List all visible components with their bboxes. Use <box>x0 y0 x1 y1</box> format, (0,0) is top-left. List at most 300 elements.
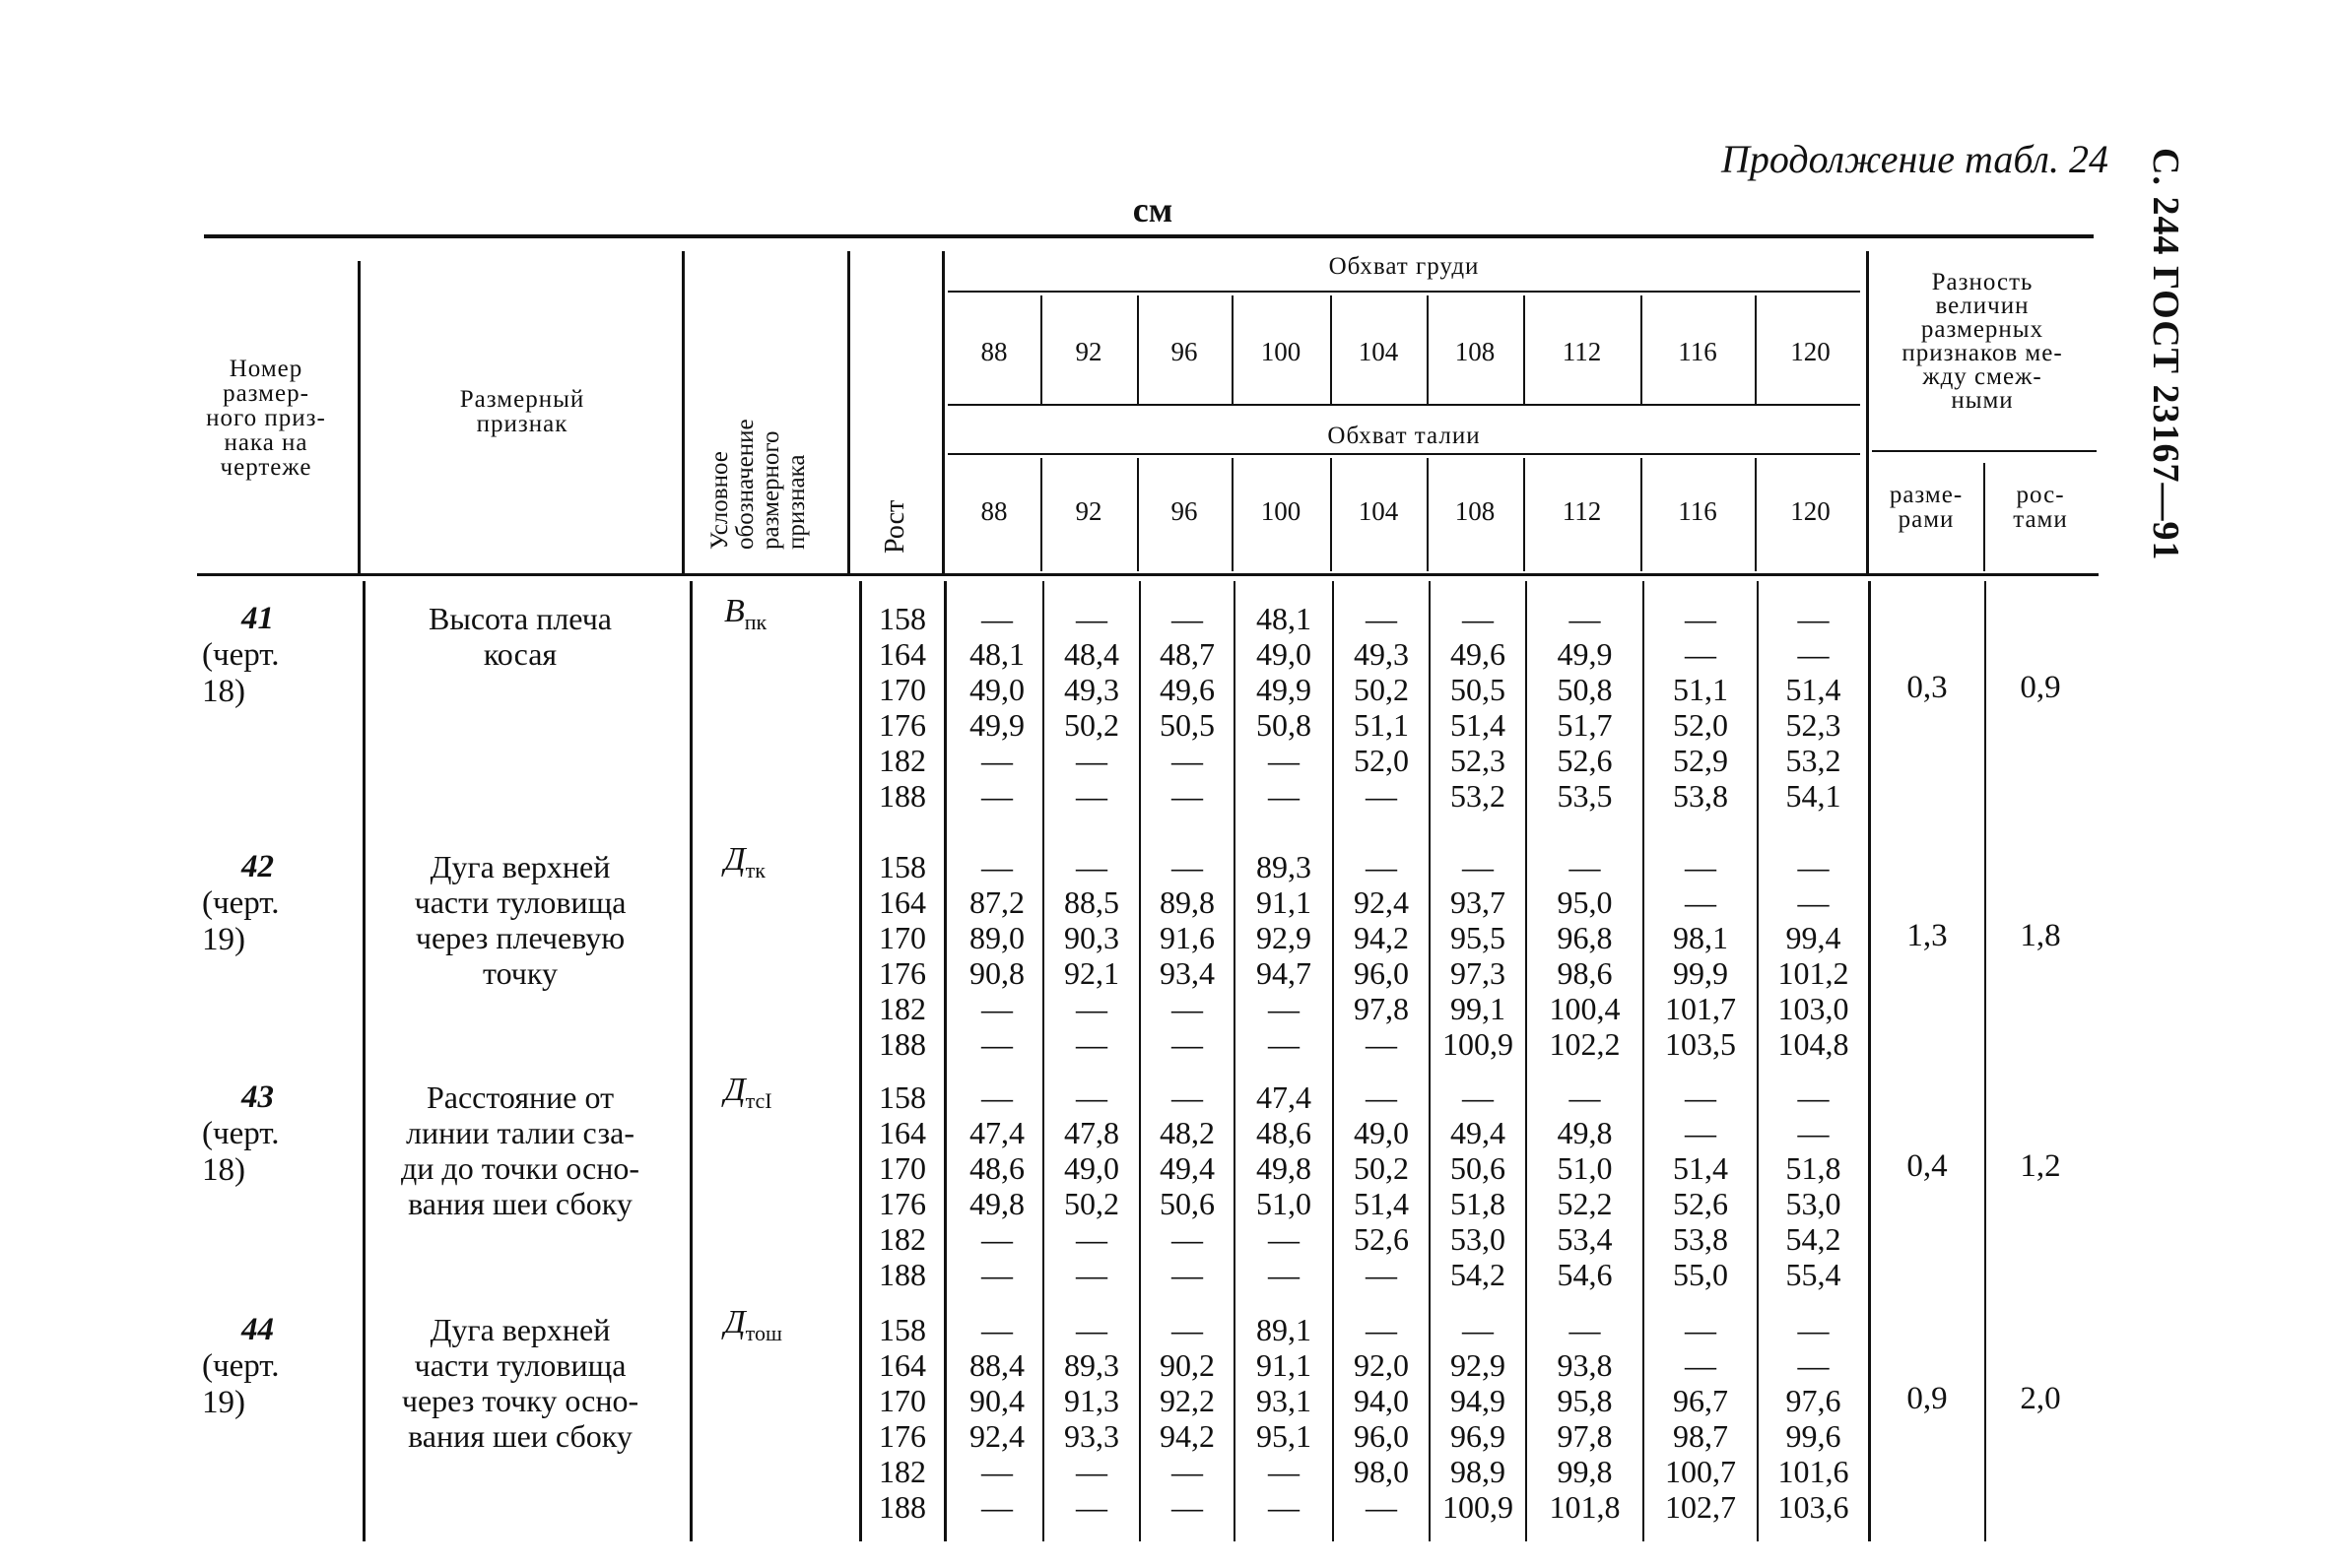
row-number <box>202 849 350 958</box>
table-cell-value: 98,9 <box>1450 1454 1505 1489</box>
chest-values-rule <box>948 404 1860 406</box>
table-cell-value: 50,5 <box>1160 707 1215 743</box>
height-value: 170 <box>879 1150 926 1186</box>
table-cell-value: — <box>1462 1312 1494 1347</box>
table-cell-value: 49,0 <box>1256 636 1311 672</box>
table-cell-value: — <box>981 1454 1013 1489</box>
header-number-col <box>197 357 335 480</box>
table-cell-value: 48,4 <box>1064 636 1119 672</box>
diff-header-line: Разность <box>1931 269 2034 295</box>
value-column <box>951 1079 1043 1292</box>
height-value: 188 <box>879 1257 926 1292</box>
diff-heights-line: рос- <box>2016 482 2065 508</box>
table-cell-value: 53,8 <box>1673 778 1728 814</box>
col-divider-5 <box>1866 251 1869 574</box>
height-value: 164 <box>879 884 926 920</box>
table-cell-value: — <box>1366 849 1397 884</box>
table-cell-value: 55,4 <box>1785 1257 1841 1292</box>
table-cell-value: 100,4 <box>1549 991 1621 1026</box>
row-symbol <box>724 593 767 635</box>
table-cell-value: 48,2 <box>1160 1115 1215 1150</box>
table-cell-value: — <box>1076 601 1107 636</box>
table-cell-value: — <box>1568 601 1601 636</box>
table-cell-value: — <box>1685 1079 1716 1115</box>
table-cell-value: 95,8 <box>1557 1383 1613 1418</box>
table-cell-value: — <box>1366 1257 1397 1292</box>
table-cell-value: 92,4 <box>1354 884 1409 920</box>
diff-header-line: размерных <box>1920 316 2044 343</box>
row-heights <box>859 1079 946 1292</box>
height-value: 164 <box>879 1347 926 1383</box>
table-cell-value: 95,5 <box>1450 920 1505 955</box>
table-cell-value: — <box>1171 1454 1203 1489</box>
side-header-text: С. 244 ГОСТ 23167—91 <box>2145 148 2186 561</box>
table-cell-value: 102,7 <box>1665 1489 1736 1525</box>
table-cell-value: 97,8 <box>1557 1418 1613 1454</box>
table-cell-value: 52,0 <box>1673 707 1728 743</box>
table-cell-value: 51,4 <box>1785 672 1841 707</box>
table-cell-value: — <box>1076 1079 1107 1115</box>
row-feature-name <box>363 849 678 991</box>
diff-header-rule <box>1872 450 2097 452</box>
table-cell-value: 49,9 <box>1557 636 1613 672</box>
table-cell-value: — <box>1797 636 1830 672</box>
row-feature-line: через плечевую <box>415 920 626 955</box>
row-symbol-sub: пк <box>744 609 767 634</box>
row-drawing-ref: (черт. <box>202 637 280 673</box>
table-cell-value: 53,0 <box>1785 1186 1841 1221</box>
table-cell-value: — <box>1171 1026 1203 1062</box>
row-number-value: 42 <box>241 849 274 884</box>
table-cell-value: 101,8 <box>1549 1489 1621 1525</box>
row-symbol-main: Д <box>724 1072 746 1108</box>
row-feature-name <box>363 1312 678 1454</box>
table-cell-value: 92,0 <box>1354 1347 1409 1383</box>
row-feature-line: ди до точки осно- <box>401 1150 639 1186</box>
table-cell-value: — <box>1171 1312 1203 1347</box>
height-value: 158 <box>879 601 926 636</box>
row-number-value: 43 <box>241 1079 274 1115</box>
height-value: 182 <box>879 743 926 778</box>
value-column <box>1043 1312 1140 1525</box>
table-cell-value: — <box>1268 1257 1300 1292</box>
height-value: 170 <box>879 672 926 707</box>
diff-header-line: жду смеж- <box>1922 363 2042 390</box>
row-feature-line: точку <box>483 955 558 991</box>
row-drawing-ref: (черт. <box>202 1348 280 1384</box>
body-col-divider <box>690 581 693 1541</box>
header-symbol-line: Условное <box>706 451 733 550</box>
table-cell-value: — <box>1568 849 1601 884</box>
height-value: 176 <box>879 955 926 991</box>
table-cell-value: 102,2 <box>1549 1026 1621 1062</box>
row-symbol-main: В <box>724 593 745 629</box>
diff-between-sizes: 0,9 <box>1906 1381 1948 1416</box>
table-cell-value: — <box>1685 884 1716 920</box>
table-cell-value: — <box>1685 849 1716 884</box>
row-feature-line: косая <box>483 636 558 672</box>
table-cell-value: 95,0 <box>1557 884 1613 920</box>
table-cell-value: 53,2 <box>1450 778 1505 814</box>
table-cell-value: — <box>1797 849 1830 884</box>
table-cell-value: 49,4 <box>1160 1150 1215 1186</box>
value-column <box>1234 1079 1333 1292</box>
waist-value: 92 <box>1075 496 1102 526</box>
table-cell-value: 90,8 <box>969 955 1025 991</box>
table-cell-value: — <box>1366 1079 1397 1115</box>
table-cell-value: 96,8 <box>1557 920 1613 955</box>
table-cell-value: 94,0 <box>1354 1383 1409 1418</box>
row-number <box>202 1079 350 1189</box>
table-cell-value: — <box>1797 1115 1830 1150</box>
table-cell-value: 50,2 <box>1354 672 1409 707</box>
table-cell-value: 99,4 <box>1785 920 1841 955</box>
diff-between-heights: 1,2 <box>2020 1148 2061 1184</box>
table-cell-value: 49,6 <box>1450 636 1505 672</box>
table-cell-value: 103,0 <box>1777 991 1849 1026</box>
table-cell-value: 54,2 <box>1785 1221 1841 1257</box>
table-cell-value: 49,0 <box>969 672 1025 707</box>
row-feature-line: Расстояние от <box>426 1079 615 1115</box>
header-symbol-line: обозначение <box>732 419 759 550</box>
table-cell-value: 47,4 <box>1256 1079 1311 1115</box>
table-cell-value: — <box>981 1489 1013 1525</box>
table-cell-value: — <box>1366 1489 1397 1525</box>
chest-value: 116 <box>1678 337 1717 366</box>
table-cell-value: 50,8 <box>1557 672 1613 707</box>
table-cell-value: — <box>981 991 1013 1026</box>
table-cell-value: 94,9 <box>1450 1383 1505 1418</box>
row-heights <box>859 601 946 814</box>
height-value: 182 <box>879 991 926 1026</box>
table-cell-value: 47,8 <box>1064 1115 1119 1150</box>
diff-between-heights: 1,8 <box>2020 918 2061 953</box>
table-cell-value: 89,0 <box>969 920 1025 955</box>
table-cell-value: 104,8 <box>1777 1026 1849 1062</box>
row-symbol <box>724 1072 772 1114</box>
table-cell-value: — <box>1268 743 1300 778</box>
value-column <box>1043 601 1140 814</box>
value-column <box>1140 601 1234 814</box>
table-cell-value: 52,9 <box>1673 743 1728 778</box>
table-cell-value: 89,1 <box>1256 1312 1311 1347</box>
header-height-col <box>880 499 910 554</box>
value-column <box>1526 601 1643 814</box>
table-cell-value: 52,6 <box>1557 743 1613 778</box>
height-value: 158 <box>879 849 926 884</box>
height-value: 188 <box>879 778 926 814</box>
table-cell-value: 54,1 <box>1785 778 1841 814</box>
value-column <box>951 1312 1043 1525</box>
chest-label-rule <box>948 291 1860 293</box>
table-cell-value: 54,6 <box>1557 1257 1613 1292</box>
table-top-rule <box>204 234 2094 238</box>
table-cell-value: 49,8 <box>1256 1150 1311 1186</box>
value-column <box>1643 1312 1758 1525</box>
page-side-header <box>2136 148 2195 561</box>
height-value: 164 <box>879 1115 926 1150</box>
row-symbol-main: Д <box>724 1304 746 1340</box>
table-cell-value: — <box>1685 636 1716 672</box>
table-cell-value: — <box>1268 1221 1300 1257</box>
diff-sizes-line: рами <box>1898 506 1955 533</box>
height-value: 158 <box>879 1312 926 1347</box>
table-cell-value: — <box>1797 1312 1830 1347</box>
value-column <box>1430 601 1526 814</box>
col-divider-1 <box>358 261 361 574</box>
table-cell-value: 94,2 <box>1354 920 1409 955</box>
table-cell-value: 88,4 <box>969 1347 1025 1383</box>
value-column <box>1333 601 1430 814</box>
table-cell-value: 96,0 <box>1354 955 1409 991</box>
table-cell-value: 90,4 <box>969 1383 1025 1418</box>
table-cell-value: — <box>1076 1454 1107 1489</box>
table-cell-value: 52,6 <box>1673 1186 1728 1221</box>
table-cell-value: — <box>1076 991 1107 1026</box>
value-column <box>1043 849 1140 1062</box>
value-column <box>1430 849 1526 1062</box>
table-cell-value: — <box>981 1079 1013 1115</box>
table-cell-value: — <box>981 1312 1013 1347</box>
table-continuation-title: Продолжение табл. 24 <box>1720 137 2108 181</box>
row-feature-line: части туловища <box>414 884 627 920</box>
table-cell-value: — <box>1171 1257 1203 1292</box>
table-cell-value: 100,9 <box>1442 1489 1513 1525</box>
table-cell-value: — <box>1268 1454 1300 1489</box>
value-column <box>1526 1312 1643 1525</box>
table-cell-value: 91,3 <box>1064 1383 1119 1418</box>
row-feature-line: линии талии сза- <box>405 1115 635 1150</box>
value-column <box>1758 1079 1869 1292</box>
table-cell-value: — <box>1462 849 1494 884</box>
table-cell-value: 50,6 <box>1160 1186 1215 1221</box>
table-cell-value: 92,4 <box>969 1418 1025 1454</box>
table-cell-value: 93,1 <box>1256 1383 1311 1418</box>
diff-header-line: признаков ме- <box>1901 340 2063 366</box>
table-cell-value: 49,8 <box>1557 1115 1613 1150</box>
row-drawing-ref: 18) <box>202 1152 245 1188</box>
table-cell-value: 91,1 <box>1256 884 1311 920</box>
table-cell-value: 48,1 <box>1256 601 1311 636</box>
table-cell-value: 48,6 <box>1256 1115 1311 1150</box>
waist-value: 96 <box>1170 496 1198 526</box>
table-cell-value: 96,0 <box>1354 1418 1409 1454</box>
table-cell-value: 92,9 <box>1450 1347 1505 1383</box>
table-cell-value: 50,5 <box>1450 672 1505 707</box>
value-column <box>1333 849 1430 1062</box>
table-cell-value: 97,8 <box>1354 991 1409 1026</box>
diff-sizes-header <box>1870 483 1982 532</box>
header-height-label: Рост <box>880 499 910 554</box>
table-cell-value: 89,3 <box>1256 849 1311 884</box>
table-cell-value: 101,7 <box>1665 991 1736 1026</box>
table-cell-value: 87,2 <box>969 884 1025 920</box>
table-cell-value: 53,5 <box>1557 778 1613 814</box>
chest-value: 108 <box>1454 337 1496 366</box>
value-column <box>1758 1312 1869 1525</box>
diff-header <box>1870 271 2095 413</box>
table-cell-value: — <box>1366 778 1397 814</box>
table-cell-value: 55,0 <box>1673 1257 1728 1292</box>
table-cell-value: 51,7 <box>1557 707 1613 743</box>
table-cell-value: — <box>1685 1347 1716 1383</box>
diff-between-sizes: 0,4 <box>1906 1148 1948 1184</box>
units-label: см <box>1132 190 1173 229</box>
waist-value: 88 <box>980 496 1008 526</box>
table-cell-value: 97,6 <box>1785 1383 1841 1418</box>
table-cell-value: 93,4 <box>1160 955 1215 991</box>
table-cell-value: 50,6 <box>1450 1150 1505 1186</box>
table-cell-value: — <box>1797 884 1830 920</box>
row-feature-line: вания шеи сбоку <box>408 1418 633 1454</box>
waist-value: 116 <box>1678 496 1717 526</box>
waist-value: 104 <box>1358 496 1399 526</box>
table-cell-value: 53,8 <box>1673 1221 1728 1257</box>
diff-header-line: величин <box>1935 293 2030 319</box>
table-cell-value: — <box>1366 601 1397 636</box>
row-symbol-main: Д <box>724 841 746 878</box>
table-cell-value: — <box>1797 1347 1830 1383</box>
table-cell-value: 98,7 <box>1673 1418 1728 1454</box>
table-cell-value: 51,4 <box>1354 1186 1409 1221</box>
table-cell-value: — <box>981 743 1013 778</box>
table-cell-value: — <box>1268 778 1300 814</box>
value-column <box>1643 1079 1758 1292</box>
table-cell-value: 51,0 <box>1256 1186 1311 1221</box>
table-cell-value: — <box>1268 1026 1300 1062</box>
table-cell-value: 53,2 <box>1785 743 1841 778</box>
table-cell-value: 94,2 <box>1160 1418 1215 1454</box>
chest-value: 96 <box>1170 337 1198 366</box>
table-cell-value: — <box>1171 1221 1203 1257</box>
header-number-line: чертеже <box>220 454 312 481</box>
table-cell-value: — <box>1462 601 1494 636</box>
row-symbol-sub: тк <box>745 857 766 882</box>
table-cell-value: 98,1 <box>1673 920 1728 955</box>
table-cell-value: 51,1 <box>1354 707 1409 743</box>
row-heights <box>859 1312 946 1525</box>
chest-value: 88 <box>980 337 1008 366</box>
table-cell-value: 51,0 <box>1557 1150 1613 1186</box>
table-cell-value: 50,2 <box>1354 1150 1409 1186</box>
diff-sizes-line: разме- <box>1889 482 1964 508</box>
table-cell-value: — <box>1076 1489 1107 1525</box>
row-feature-line: вания шеи сбоку <box>408 1186 633 1221</box>
waist-value: 120 <box>1790 496 1831 526</box>
table-cell-value: 91,6 <box>1160 920 1215 955</box>
table-cell-value: 51,8 <box>1785 1150 1841 1186</box>
table-cell-value: — <box>1076 743 1107 778</box>
height-value: 170 <box>879 1383 926 1418</box>
height-value: 158 <box>879 1079 926 1115</box>
table-cell-value: — <box>1685 1115 1716 1150</box>
row-feature-name <box>363 1079 678 1221</box>
header-feature-col <box>365 387 680 436</box>
table-cell-value: 49,9 <box>1256 672 1311 707</box>
table-cell-value: 92,2 <box>1160 1383 1215 1418</box>
waist-group-label: Обхват талии <box>1327 423 1481 449</box>
row-feature-name <box>363 601 678 672</box>
header-number-line: ного приз- <box>206 405 326 431</box>
table-cell-value: 49,3 <box>1064 672 1119 707</box>
header-feature-line: Размерный <box>459 386 585 413</box>
value-column <box>1234 1312 1333 1525</box>
table-cell-value: — <box>1685 601 1716 636</box>
value-column <box>1430 1312 1526 1525</box>
table-cell-value: 51,4 <box>1450 707 1505 743</box>
row-symbol <box>724 1304 782 1346</box>
value-column <box>1140 849 1234 1062</box>
table-cell-value: — <box>1462 1079 1494 1115</box>
table-cell-value: 49,0 <box>1064 1150 1119 1186</box>
table-cell-value: 93,8 <box>1557 1347 1613 1383</box>
table-cell-value: 50,8 <box>1256 707 1311 743</box>
chest-group-label: Обхват груди <box>1328 253 1480 280</box>
chest-value: 100 <box>1260 337 1301 366</box>
chest-value: 112 <box>1562 337 1602 366</box>
table-cell-value: — <box>1568 1079 1601 1115</box>
row-drawing-ref: 19) <box>202 922 245 957</box>
table-cell-value: 49,4 <box>1450 1115 1505 1150</box>
chest-value: 92 <box>1075 337 1102 366</box>
table-cell-value: 99,9 <box>1673 955 1728 991</box>
height-value: 176 <box>879 707 926 743</box>
table-cell-value: 51,4 <box>1673 1150 1728 1186</box>
value-column <box>1140 1079 1234 1292</box>
height-value: 164 <box>879 636 926 672</box>
table-cell-value: — <box>1171 743 1203 778</box>
value-column <box>1333 1312 1430 1525</box>
value-column <box>1043 1079 1140 1292</box>
diff-header-line: ными <box>1951 387 2014 414</box>
row-feature-line: Дуга верхней <box>430 849 611 884</box>
table-cell-value: 51,8 <box>1450 1186 1505 1221</box>
table-cell-value: — <box>1568 1312 1601 1347</box>
table-cell-value: — <box>1171 1489 1203 1525</box>
table-cell-value: 52,2 <box>1557 1186 1613 1221</box>
table-cell-value: 100,7 <box>1665 1454 1736 1489</box>
row-drawing-ref: (черт. <box>202 885 280 921</box>
table-cell-value: — <box>1076 1312 1107 1347</box>
height-value: 188 <box>879 1489 926 1525</box>
table-cell-value: 99,8 <box>1557 1454 1613 1489</box>
height-value: 176 <box>879 1418 926 1454</box>
row-number-value: 44 <box>241 1312 274 1347</box>
chest-value: 104 <box>1358 337 1399 366</box>
table-cell-value: 101,2 <box>1777 955 1849 991</box>
row-symbol-sub: тош <box>745 1320 782 1345</box>
diff-between-sizes: 0,3 <box>1906 670 1948 705</box>
table-cell-value: — <box>1366 1026 1397 1062</box>
table-cell-value: 90,2 <box>1160 1347 1215 1383</box>
row-symbol <box>724 841 766 883</box>
table-cell-value: 50,2 <box>1064 707 1119 743</box>
table-cell-value: — <box>1366 1312 1397 1347</box>
value-column <box>1643 849 1758 1062</box>
waist-value: 112 <box>1562 496 1602 526</box>
table-cell-value: 93,3 <box>1064 1418 1119 1454</box>
table-cell-value: — <box>1171 1079 1203 1115</box>
table-cell-value: 91,1 <box>1256 1347 1311 1383</box>
table-cell-value: 96,7 <box>1673 1383 1728 1418</box>
chest-value: 120 <box>1790 337 1831 366</box>
row-feature-line: части туловища <box>414 1347 627 1383</box>
col-divider-2 <box>682 251 685 574</box>
table-cell-value: 88,5 <box>1064 884 1119 920</box>
header-number-line: Номер <box>229 356 303 382</box>
value-column <box>1234 849 1333 1062</box>
table-cell-value: 51,1 <box>1673 672 1728 707</box>
